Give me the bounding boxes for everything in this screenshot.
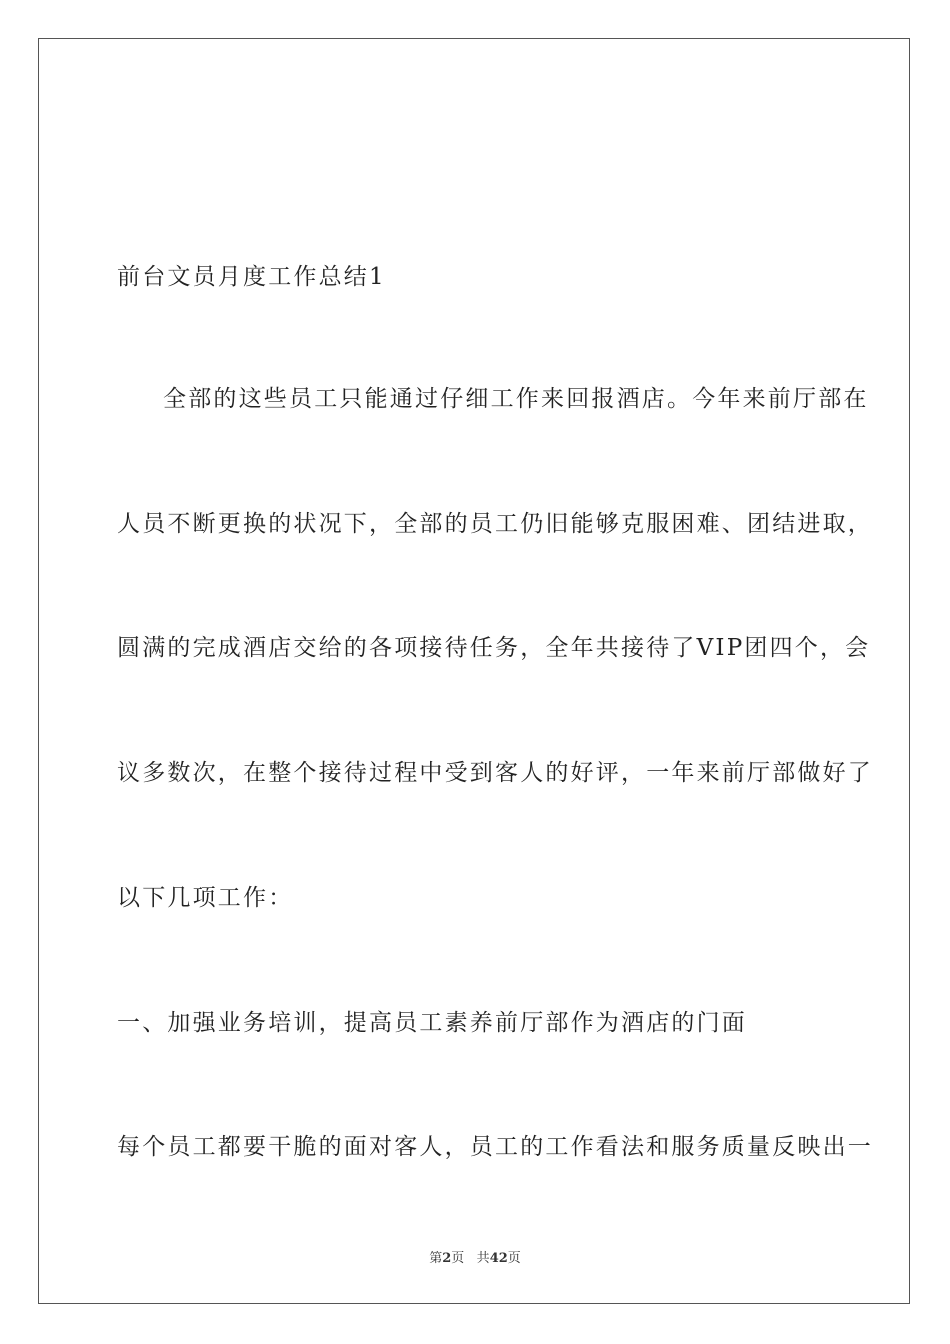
page-total: 42 [489, 1251, 508, 1266]
total-suffix: 页 [507, 1251, 521, 1266]
paragraph-line-3: 圆满的完成酒店交给的各项接待任务，全年共接待了VIP团四个，会 [117, 635, 871, 661]
paragraph-line-5: 以下几项工作： [117, 885, 294, 911]
section-heading: 一、加强业务培训，提高员工素养前厅部作为酒店的门面 [117, 1010, 747, 1036]
page-prefix: 第 [429, 1251, 443, 1266]
page-current: 2 [442, 1251, 452, 1266]
paragraph-line-1: 全部的这些员工只能通过仔细工作来回报酒店。今年来前厅部在 [163, 386, 869, 412]
total-prefix: 共 [476, 1251, 490, 1266]
page-footer [0, 1247, 950, 1266]
page-suffix: 页 [451, 1251, 465, 1266]
document-title: 前台文员月度工作总结1 [117, 264, 386, 290]
paragraph-line-4: 议多数次，在整个接待过程中受到客人的好评，一年来前厅部做好了 [117, 760, 873, 786]
page-border [38, 38, 910, 1304]
section-line-1: 每个员工都要干脆的面对客人，员工的工作看法和服务质量反映出一 [117, 1134, 873, 1160]
paragraph-line-2: 人员不断更换的状况下，全部的员工仍旧能够克服困难、团结进取， [117, 511, 873, 537]
